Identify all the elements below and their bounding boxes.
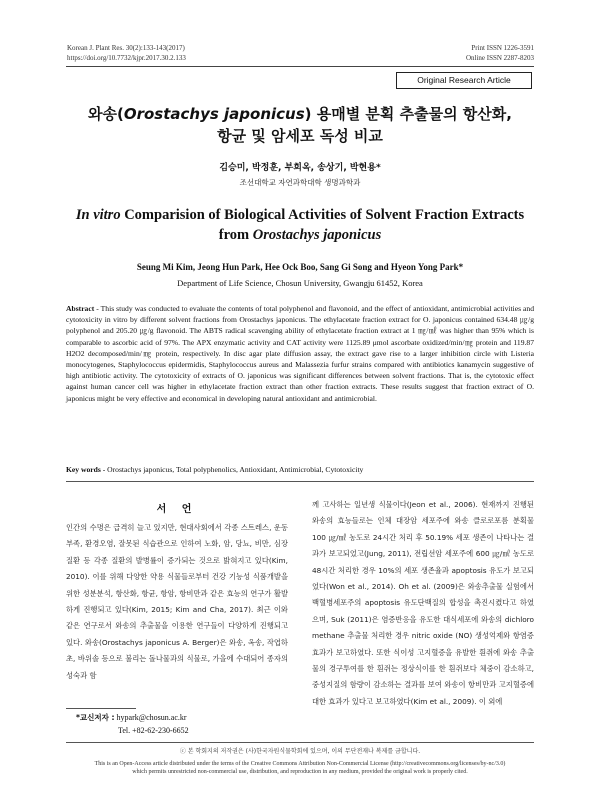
correspondence-email[interactable]: hypark@chosun.ac.kr <box>114 713 187 722</box>
journal-header-left <box>67 43 186 63</box>
doi-link[interactable]: https://doi.org/10.7732/kjpr.2017.30.2.133 <box>67 54 186 62</box>
correspondence-footnote <box>76 711 189 737</box>
print-issn: Print ISSN 1226-3591 <box>471 44 534 52</box>
online-issn: Online ISSN 2287-8203 <box>465 54 534 62</box>
section-title-introduction: 서 언 <box>156 504 198 515</box>
abstract-label: Abstract <box>66 304 95 313</box>
abstract-text: - This study was conducted to evaluate the contents of total polyphenol and flavonoid, and the effect of antioxidant, antimicrobial activities and cytotoxicity in vitro by different solvent fractions from Orostachys japonicus. The ethylacetate fraction extract for O. japonicus contained 634.48 ㎍/g polyphenol and 205.20 ㎍/g flavonoid. The ABTS radical scavenging ability of ethylacetate fraction extract at 1 ㎎/㎖ was higher than 95% which is comparable to ascorbic acid of 97%. The APX enzymatic activity and CAT activity were 1125.89 μmol ascorbate oxidized/min/㎎ protein and 119.87 H2O2 decomposed/min/㎎ protein, respectively. In disc agar plate diffusion assay, the extract gave rise to a larger inhibition circle with Listeria monocytogenes, Staphylococcus epidermidis, Staphylococcus aureus and Malassezia furfur strains compared with antibiotics kanamycin suggestive of high antibiotic activity. The cytotoxicity of extracts of O. japonicus was significant differences between solvent fractions. That is, the cytotoxic effect against human cancer cell was higher in ethylacetate fraction extract than other fraction extracts. These results suggest that fraction extract of O. japonicus might be very effective and economical in developing natural antioxidant and antimicrobial. <box>66 304 534 403</box>
korean-title: 와송(Orostachys japonicus) 용매별 분획 추출물의 항산화, 항균 및 암세포 독성 비교 <box>88 105 512 145</box>
keywords-label: Key words <box>66 465 101 474</box>
keywords-text: - Orostachys japonicus, Total polyphenolics, Antioxidant, Antimicrobial, Cytotoxicity <box>100 465 364 474</box>
english-title: In vitro Comparision of Biological Activities of Solvent Fraction Extracts from Orostachys japonicus <box>75 207 525 243</box>
copyright-korean: ⓒ 본 학회지의 저작권은 (사)한국자원식물학회에 있으며, 이의 무단전재나 복제를 금합니다. <box>179 748 421 755</box>
keywords-divider <box>66 481 534 482</box>
footnote-divider <box>66 708 136 709</box>
abstract <box>66 303 534 404</box>
korean-authors: 김승미, 박정훈, 부희옥, 송상기, 박현용* <box>219 163 381 173</box>
correspondence-tel: Tel. +82-62-230-6652 <box>118 726 189 735</box>
intro-column-left: 인간의 수명은 급격히 늘고 있지만, 현대사회에서 각종 스트레스, 운동부족, 환경오염, 잘못된 식습관으로 인하여 노화, 암, 당뇨, 비만, 심장질환 등 각종 질환의 발병률이 증가되는 것으로 밝혀지고 있다(Kim, 2010). 이를 위해 다양한 약용 식물들로부터 건강 기능성 식품개발을 위한 성분분석, 항산화, 항균, 항암, 항비만과 같은 효능의 연구가 활발하게 진행되고 있다(Kim, 2015; Kim and Cha, 2017). 최근 이와 같은 연구로서 와송의 추출물을 이용한 연구들이 다양하게 진행되고 있다. 와송(Orostachys japonicus A. Berger)은 와송, 옥송, 작엽하초, 바위솔 등으로 불리는 돌나물과의 식물로, 가을에 수대되어 종자의 성숙과 함 <box>66 523 288 680</box>
footer-divider <box>66 742 534 743</box>
journal-header-right <box>466 43 534 63</box>
license-notice: This is an Open-Access article distributed under the terms of the Creative Commons Attribution Non-Commercial License (http://creativecommons.org/licenses/by-nc/3.0) which permits unrestricted non-commercial use, distribution, and reproduction in any medium, provided the original work is properly cited. <box>94 761 506 775</box>
journal-citation: Korean J. Plant Res. 30(2):133-143(2017) <box>67 44 185 52</box>
english-authors: Seung Mi Kim, Jeong Hun Park, Hee Ock Boo, Sang Gi Song and Hyeon Yong Park* <box>136 262 464 272</box>
article-type-badge: Original Research Article <box>396 72 532 89</box>
korean-affiliation: 조선대학교 자연과학대학 생명과학과 <box>239 178 361 187</box>
intro-column-right: 께 고사하는 일년생 식물이다(Jeon et al., 2006). 현재까지 진행된 와송의 효능들로는 인체 대장암 세포주에 와송 클로로포름 분획물 100 ㎍/㎖ 농도로 24시간 처리 후 50.19% 세포 생존이 나타나는 결과가 보고되었고(Jung, 2011), 전립선암 세포주에 600 ㎍/㎖ 농도로 48시간 처리한 경우 10%의 세포 생존율과 apoptosis 유도가 보고되었다(Won et al., 2014). Oh et al. (2009)은 와송추출물 실험에서 백혈병세포주의 apoptosis 유도단백질의 합성을 촉진시켰다고 하였으며, Suk (2011)은 염증반응을 유도한 대식세포에 와송의 dichloro methane 추출물 처리한 경우 nitric oxide (NO) 생성억제와 항염증 효과가 보고하였다. 또한 식이성 고지혈증을 유발한 흰쥐에 와송 추출물의 경구투여를 한 흰쥐는 정상식이를 한 흰쥐보다 체중이 감소하고, 중성지질의 함량이 감소하는 결과를 보여 와송이 항비만과 고지혈증에 대한 효과가 있다고 보고하였다(Kim et al., 2009). 이 외에 <box>312 500 534 706</box>
keywords <box>66 464 534 475</box>
header-divider <box>66 66 534 67</box>
correspondence-label: *교신저자 : <box>76 713 115 722</box>
english-affiliation: Department of Life Science, Chosun University, Gwangju 61452, Korea <box>177 278 423 288</box>
